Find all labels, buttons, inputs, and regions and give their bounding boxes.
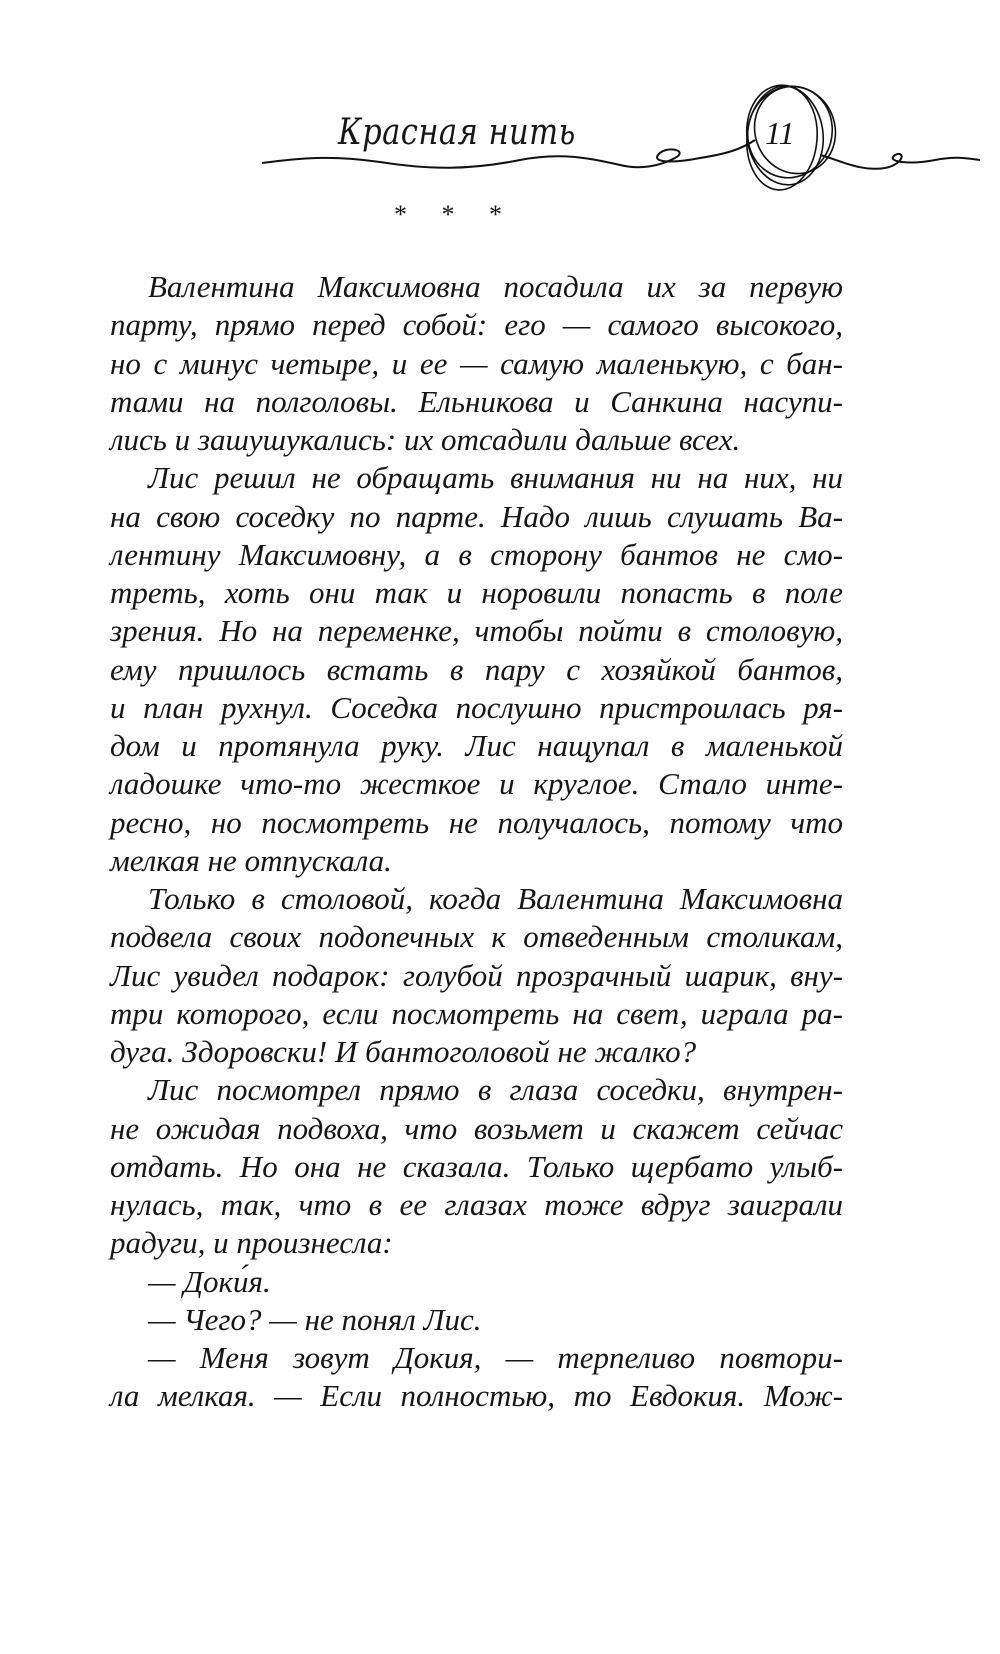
section-break [0,200,1000,230]
text-line: ресно, но посмотреть не получалось, потому что [110,804,843,840]
text-line: — Доки́я. [148,1263,271,1299]
text-line: дуга. Здоровски! И бантоголовой не жалко? [110,1034,697,1069]
thread-ornament [0,0,1000,200]
text-line: ладошке что-то жесткое и круглое. Стало инте- [110,766,843,802]
text-line: Лис решил не обращать внимания ни на них, ни [148,460,843,496]
body-text [110,268,843,1416]
text-line: — Чего? — не понял Лис. [148,1301,482,1337]
text-line: Лис увидел подарок: голубой прозрачный шарик, вну- [110,957,843,993]
text-line: парту, прямо перед собой: его — самого высокого, [110,307,843,343]
text-line: — Меня зовут Докия, — терпеливо повтори- [148,1340,843,1375]
text-line: ему пришлось встать в пару с хозяйкой бантов, [110,651,843,687]
text-line: нулась, так, что в ее глазах тоже вдруг заиграли [110,1187,843,1222]
text-line: треть, хоть они так и норовили попасть в поле [110,575,843,610]
page-number: 11 [765,115,795,151]
text-line: отдать. Но она не сказала. Только щербато улыб- [110,1148,843,1184]
text-line: лентину Максимовну, а в сторону бантов не смо- [110,536,843,572]
text-line: но с минус четыре, и ее — самую маленькую, с бан- [110,345,843,381]
text-line: Только в столовой, когда Валентина Максимовна [148,881,843,916]
text-line: Лис посмотрел прямо в глаза соседки, внутрен- [148,1072,843,1108]
text-line: лись и зашушукались: их отсадили дальше всех. [110,422,741,457]
running-title: Красная нить [338,112,576,153]
section-break-text: * * * [394,200,516,229]
text-line: дом и протянула руку. Лис нащупал в маленькой [110,728,843,763]
text-line: не ожидая подвоха, что возьмет и скажет сейчас [110,1110,843,1146]
text-line: три которого, если посмотреть на свет, играла ра- [110,995,843,1031]
text-line: ла мелкая. — Если полностью, то Евдокия. Мож- [110,1378,843,1414]
text-line: подвела своих подопечных к отведенным столикам, [110,919,843,955]
text-line: зрения. Но на переменке, чтобы пойти в столовую, [110,613,843,649]
text-line: на свою соседку по парте. Надо лишь слушать Ва- [110,498,843,534]
text-line: радуги, и произнесла: [110,1225,393,1261]
text-line: тами на полголовы. Ельникова и Санкина насупи- [110,383,843,419]
text-line: и план рухнул. Соседка послушно пристроилась ря- [110,689,843,725]
text-line: Валентина Максимовна посадила их за первую [148,269,843,304]
text-line: мелкая не отпускала. [110,842,392,878]
